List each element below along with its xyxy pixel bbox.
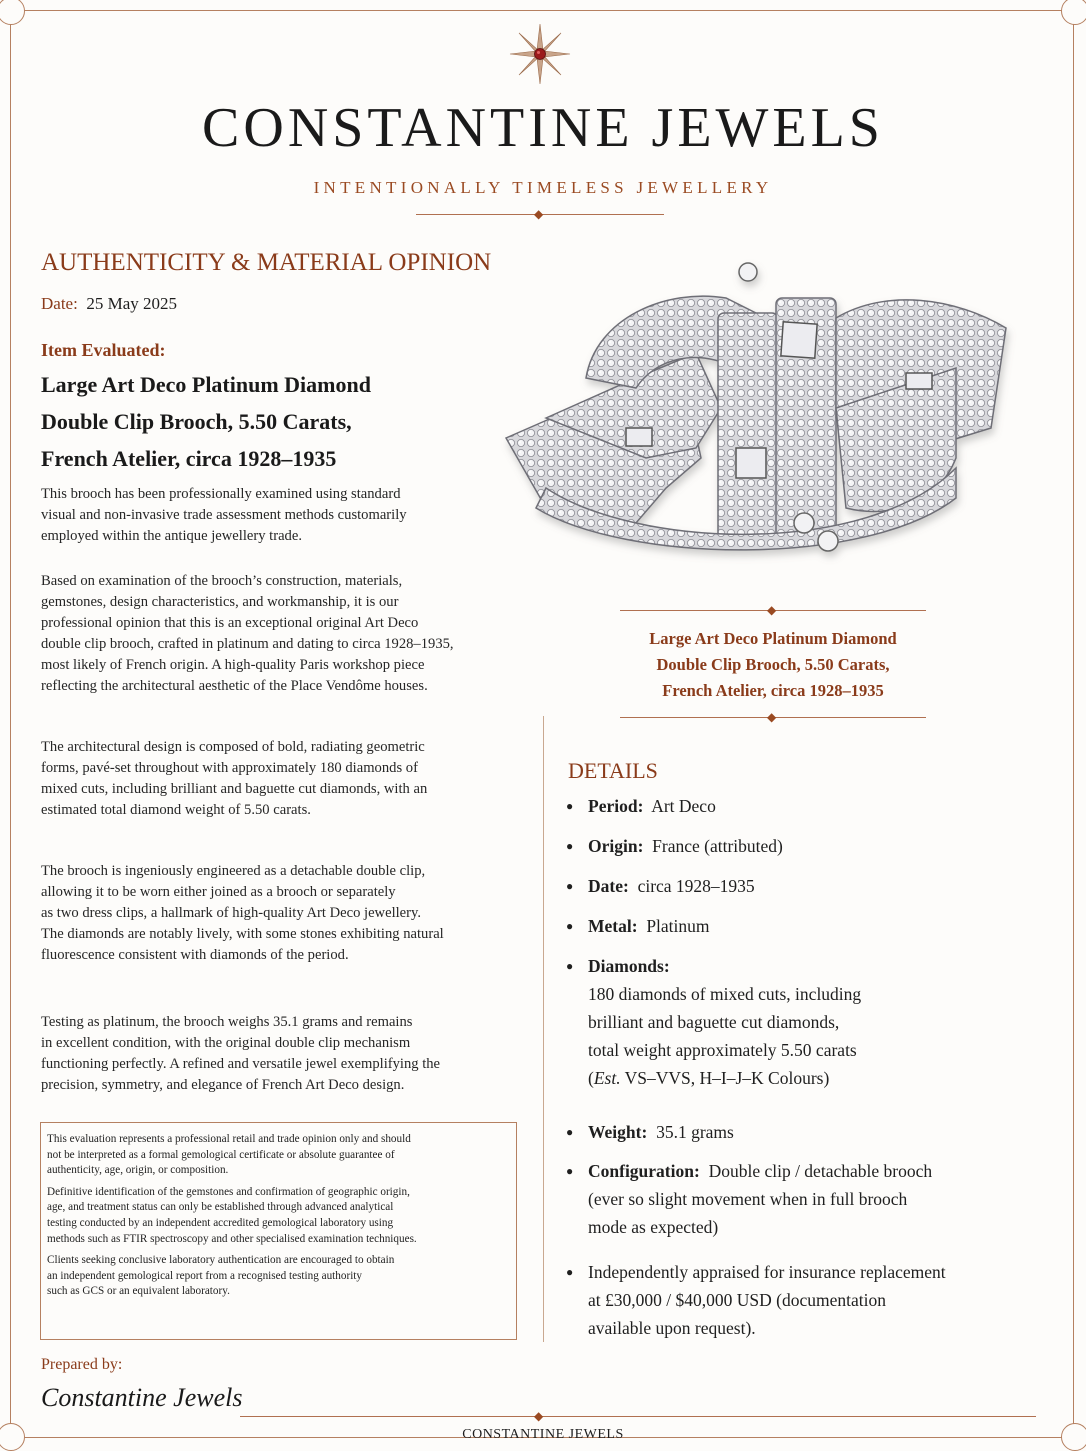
date-line bbox=[41, 294, 177, 314]
text-line: precision, symmetry, and elegance of French Art Deco design. bbox=[41, 1077, 405, 1093]
text-line: as two dress clips, a hallmark of high-quality Art Deco jewellery. bbox=[41, 905, 422, 921]
item-title-line: Large Art Deco Platinum Diamond bbox=[41, 372, 371, 397]
detail-value: (Est. VS–VVS, H–I–J–K Colours) bbox=[588, 1068, 830, 1088]
text-line: This brooch has been professionally examined using standard bbox=[41, 486, 401, 502]
item-title-line: French Atelier, circa 1928–1935 bbox=[41, 446, 337, 471]
detail-value: France (attributed) bbox=[652, 836, 783, 856]
date-value: 25 May 2025 bbox=[86, 294, 177, 313]
detail-value: available upon request). bbox=[588, 1318, 756, 1338]
footer-divider bbox=[240, 1416, 1036, 1417]
text-line: The diamonds are notably lively, with some stones exhibiting natural bbox=[41, 926, 444, 942]
text-line: testing conducted by an independent accredited gemological laboratory using bbox=[47, 1216, 394, 1229]
detail-label: Weight: bbox=[588, 1122, 648, 1142]
detail-label: Configuration: bbox=[588, 1161, 700, 1181]
text-line: age, and treatment status can only be established through advanced analytical bbox=[47, 1201, 394, 1214]
disclaimer-paragraph bbox=[47, 1185, 510, 1247]
detail-value: 35.1 grams bbox=[656, 1122, 734, 1142]
prepared-label: Prepared by: bbox=[41, 1356, 123, 1373]
caption-diamond-icon: ◆ bbox=[767, 710, 777, 724]
signature: Constantine Jewels bbox=[41, 1383, 243, 1412]
item-label: Item Evaluated: bbox=[41, 340, 166, 360]
paragraph-3 bbox=[41, 737, 427, 821]
text-line: methods such as FTIR spectroscopy and other specialised examination techniques. bbox=[47, 1232, 417, 1245]
detail-value: mode as expected) bbox=[588, 1217, 719, 1237]
detail-value: Independently appraised for insurance replacement bbox=[588, 1262, 946, 1282]
detail-value: Platinum bbox=[646, 916, 710, 936]
detail-value: circa 1928–1935 bbox=[637, 876, 755, 896]
detail-label: Diamonds: bbox=[588, 956, 670, 976]
paragraph-5 bbox=[41, 1012, 440, 1096]
text-line: Clients seeking conclusive laboratory authentication are encouraged to obtain bbox=[47, 1254, 395, 1267]
text-line: most likely of French origin. A high-quality Paris workshop piece bbox=[41, 657, 425, 673]
detail-label: Metal: bbox=[588, 916, 638, 936]
brooch-image bbox=[486, 258, 1040, 568]
detail-value: total weight approximately 5.50 carats bbox=[588, 1040, 857, 1060]
text-line: fluorescence consistent with diamonds of the period. bbox=[41, 947, 349, 963]
brand-title: CONSTANTINE JEWELS bbox=[202, 97, 884, 159]
date-label: Date: bbox=[41, 294, 78, 313]
text-line: estimated total diamond weight of 5.50 carats. bbox=[41, 802, 311, 818]
text-line: gemstones, design characteristics, and workmanship, it is our bbox=[41, 594, 399, 610]
caption-line: Large Art Deco Platinum Diamond bbox=[649, 629, 897, 648]
text-line: The architectural design is composed of bold, radiating geometric bbox=[41, 739, 425, 755]
footer-diamond-icon: ◆ bbox=[534, 1409, 544, 1423]
text-line: mixed cuts, including brilliant and baguette cut diamonds, with an bbox=[41, 781, 428, 797]
detail-label: Date: bbox=[588, 876, 629, 896]
item-title bbox=[41, 366, 371, 477]
caption-line: French Atelier, circa 1928–1935 bbox=[662, 681, 884, 700]
text-line: Based on examination of the brooch’s construction, materials, bbox=[41, 573, 403, 589]
detail-label: Origin: bbox=[588, 836, 644, 856]
text-line: Definitive identification of the gemstones and confirmation of geographic origin, bbox=[47, 1185, 410, 1198]
text-line: allowing it to be worn either joined as a brooch or separately bbox=[41, 884, 396, 900]
image-caption bbox=[608, 626, 938, 704]
text-line: This evaluation represents a professional retail and trade opinion only and should bbox=[47, 1133, 411, 1145]
text-line: employed within the antique jewellery trade. bbox=[41, 528, 302, 544]
est-abbr: Est. bbox=[593, 1068, 621, 1088]
text-line: The brooch is ingeniously engineered as a detachable double clip, bbox=[41, 863, 426, 879]
paragraph-1 bbox=[41, 484, 407, 547]
section-title: AUTHENTICITY & MATERIAL OPINION bbox=[41, 249, 492, 276]
detail-value: 180 diamonds of mixed cuts, including bbox=[588, 984, 862, 1004]
text-line: not be interpreted as a formal gemological certificate or absolute guarantee of bbox=[47, 1148, 395, 1161]
text-line: reflecting the architectural aesthetic of the Place Vendôme houses. bbox=[41, 678, 428, 694]
text-line: in excellent condition, with the original double clip mechanism bbox=[41, 1035, 411, 1051]
corner-ornament bbox=[1061, 0, 1086, 25]
disclaimer-paragraph bbox=[47, 1253, 510, 1300]
text-line: an independent gemological report from a recognised testing authority bbox=[47, 1269, 363, 1282]
disclaimer-box bbox=[40, 1122, 517, 1340]
caption-diamond-icon: ◆ bbox=[767, 603, 777, 617]
detail-value: Art Deco bbox=[651, 796, 716, 816]
detail-value: (ever so slight movement when in full brooch bbox=[588, 1189, 908, 1209]
star-logo-icon bbox=[508, 22, 572, 86]
footer-brand: CONSTANTINE JEWELS bbox=[462, 1427, 624, 1442]
text-line: professional opinion that this is an exceptional original Art Deco bbox=[41, 615, 419, 631]
detail-value: Double clip / detachable brooch bbox=[708, 1161, 933, 1181]
paragraph-2 bbox=[41, 571, 454, 697]
est-rest: VS–VVS, H–I–J–K Colours) bbox=[620, 1068, 830, 1088]
item-title-line: Double Clip Brooch, 5.50 Carats, bbox=[41, 409, 352, 434]
detail-label: Period: bbox=[588, 796, 644, 816]
disclaimer-paragraph bbox=[47, 1132, 510, 1179]
divider-diamond-icon: ◆ bbox=[534, 207, 544, 221]
text-line: visual and non-invasive trade assessment methods customarily bbox=[41, 507, 407, 523]
detail-value: at £30,000 / $40,000 USD (documentation bbox=[588, 1290, 886, 1310]
column-divider bbox=[543, 716, 544, 1342]
text-line: authenticity, age, origin, or composition. bbox=[47, 1164, 229, 1177]
text-line: forms, pavé-set throughout with approximately 180 diamonds of bbox=[41, 760, 418, 776]
text-line: such as GCS or an equivalent laboratory. bbox=[47, 1285, 230, 1298]
detail-value: brilliant and baguette cut diamonds, bbox=[588, 1012, 840, 1032]
text-line: functioning perfectly. A refined and versatile jewel exemplifying the bbox=[41, 1056, 441, 1072]
details-title: DETAILS bbox=[568, 758, 658, 783]
text-line: double clip brooch, crafted in platinum and dating to circa 1928–1935, bbox=[41, 636, 454, 652]
tagline: INTENTIONALLY TIMELESS JEWELLERY bbox=[313, 178, 773, 197]
caption-line: Double Clip Brooch, 5.50 Carats, bbox=[656, 655, 890, 674]
paragraph-4 bbox=[41, 861, 444, 966]
text-line: Testing as platinum, the brooch weighs 35.1 grams and remains bbox=[41, 1014, 413, 1030]
